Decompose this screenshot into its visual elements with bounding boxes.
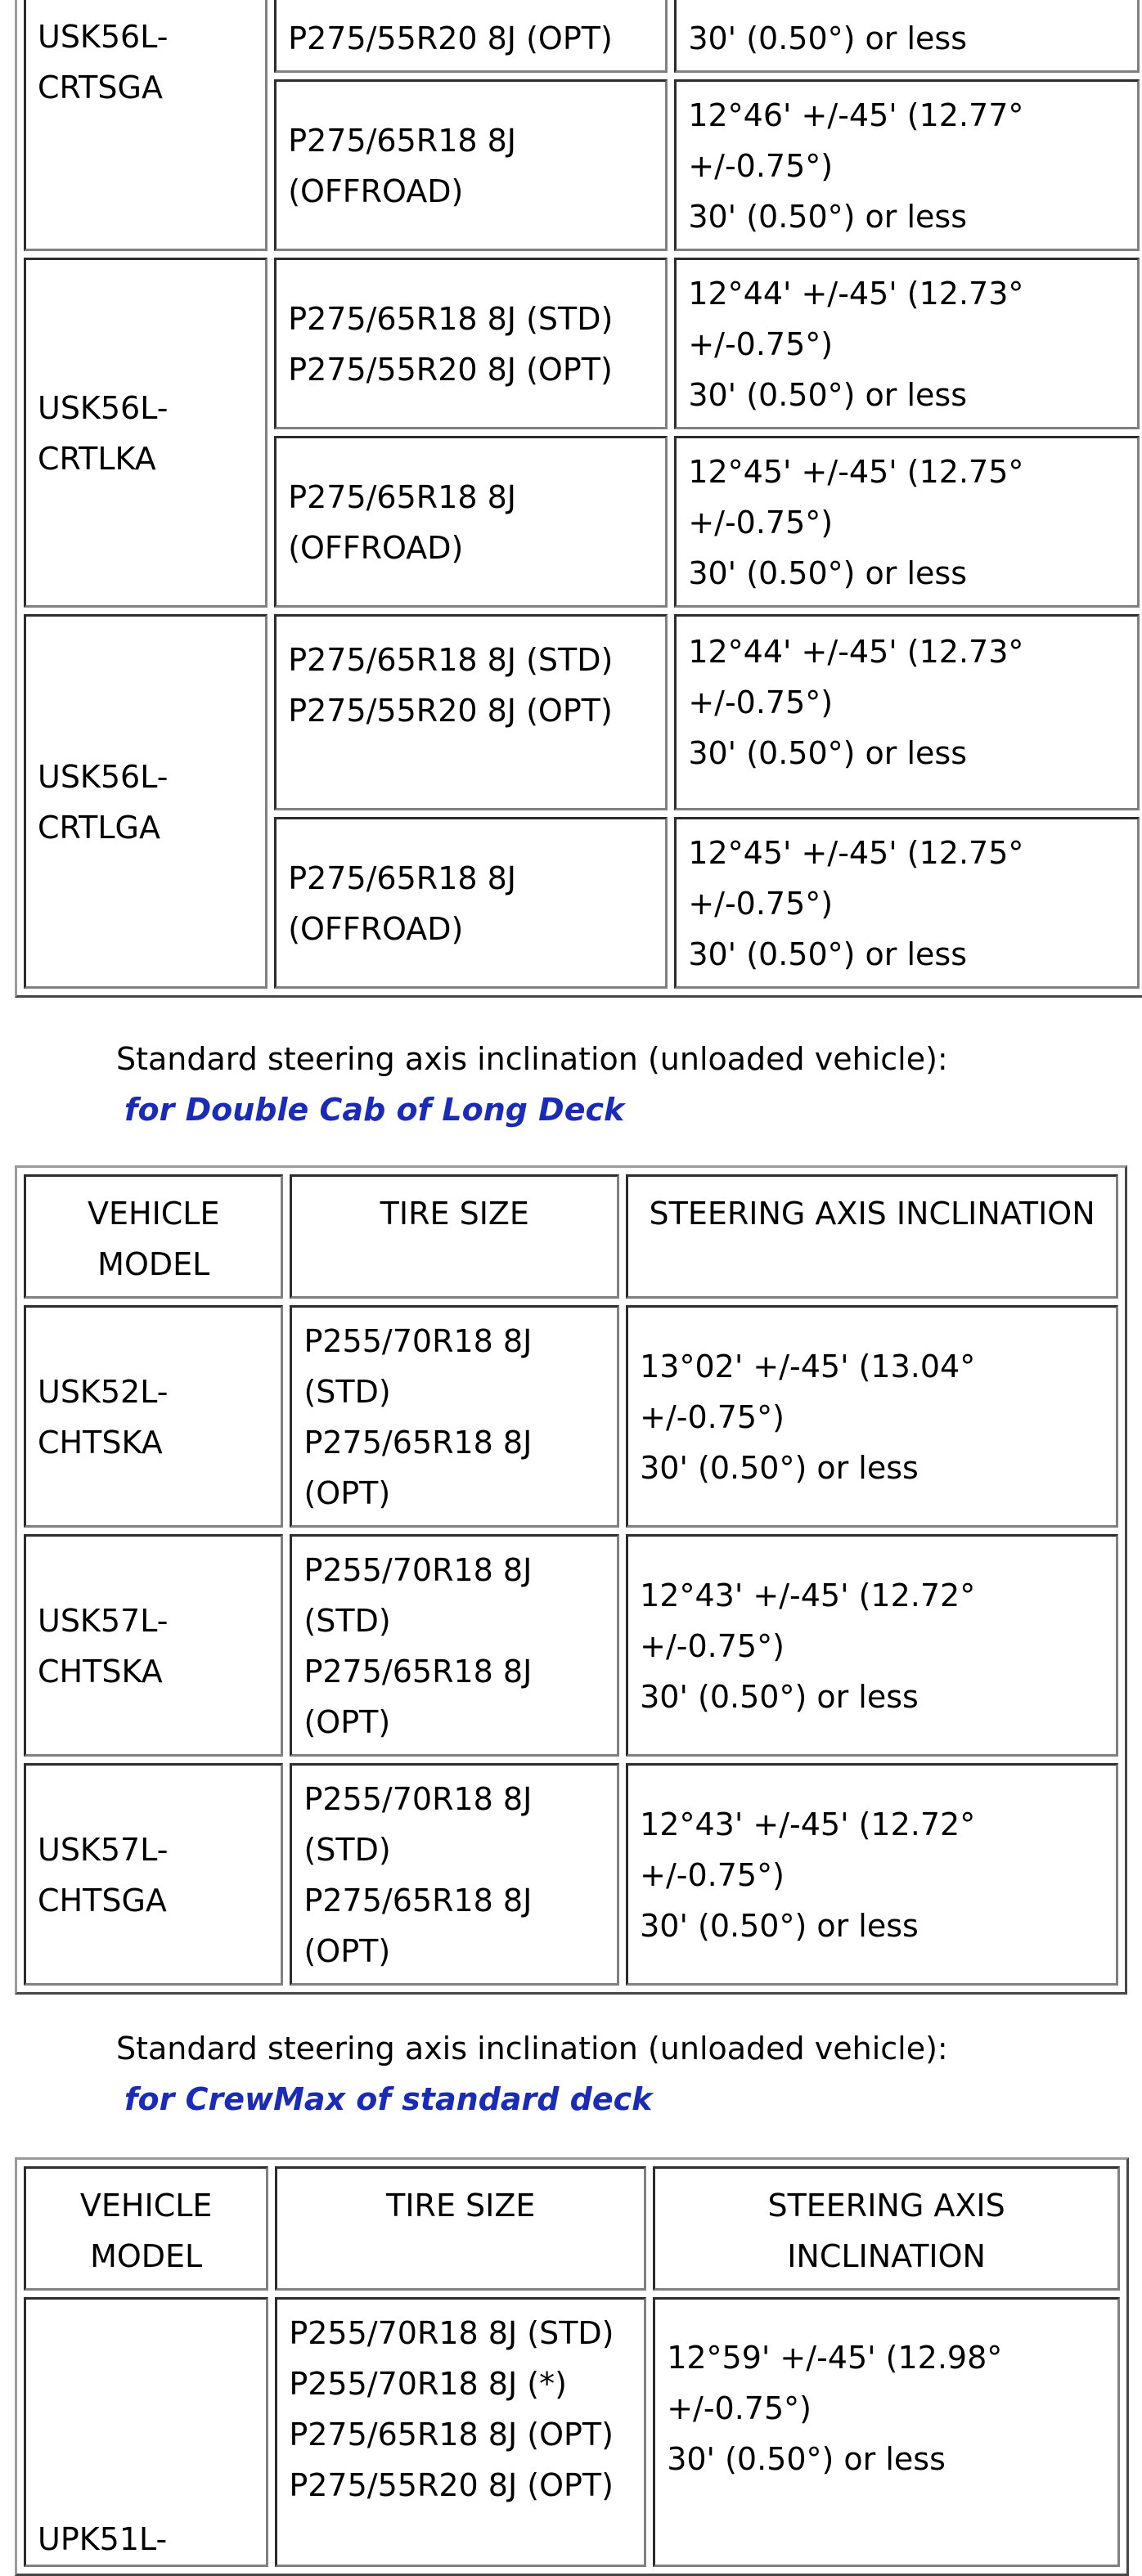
table-row	[24, 1763, 1118, 1986]
table-row	[24, 1534, 1118, 1757]
tire-size: P275/65R18 8J (STD)	[288, 301, 614, 337]
vehicle-model: USK56L-CRTLKA	[38, 390, 169, 477]
table-row	[24, 1305, 1118, 1528]
vehicle-model-cell	[24, 614, 268, 989]
inclination-cell	[626, 1763, 1118, 1986]
inclination-cell	[626, 1305, 1118, 1528]
tire-size: P275/65R18 8J (OFFROAD)	[288, 479, 517, 566]
inclination-tolerance: 30' (0.50°) or less	[640, 1450, 919, 1486]
tire-size: P275/65R18 8J (OPT)	[289, 2417, 614, 2453]
table-row	[24, 2297, 1120, 2567]
inclination-tolerance: 30' (0.50°) or less	[667, 2441, 946, 2477]
vehicle-model: USK52L-CHTSKA	[38, 1374, 169, 1461]
table-row	[24, 614, 1140, 810]
tire-size: P275/65R18 8J (OPT)	[303, 1883, 533, 1969]
inclination-value: 12°59' +/-45' (12.98° +/-0.75°)	[667, 2340, 1003, 2426]
section-subtitle: for Double Cab of Long Deck	[124, 1092, 625, 1128]
tire-size: P275/65R18 8J (OFFROAD)	[288, 860, 517, 947]
tire-size: P275/55R20 8J (OPT)	[289, 2467, 614, 2503]
vehicle-model: UPK51L-	[38, 2521, 168, 2557]
tire-size-cell	[274, 436, 668, 608]
inclination-value: 13°02' +/-45' (13.04° +/-0.75°)	[640, 1349, 976, 1435]
vehicle-model: USK56L-CRTSGA	[38, 19, 169, 105]
vehicle-model: USK57L-CHTSKA	[38, 1603, 169, 1690]
inclination-tolerance: 30' (0.50°) or less	[640, 1908, 919, 1944]
inclination-cell	[653, 2297, 1120, 2567]
tire-size-cell	[274, 614, 668, 810]
inclination-value: 12°43' +/-45' (12.72° +/-0.75°)	[640, 1806, 976, 1893]
section-note: Standard steering axis inclination (unloaded vehicle):	[116, 1041, 948, 1077]
table-row	[24, 0, 1140, 73]
table-row	[24, 258, 1140, 429]
steering-axis-table-double-cab-long-deck	[15, 1165, 1127, 1995]
tire-size: P275/65R18 8J (STD)	[288, 642, 614, 678]
inclination-tolerance: 30' (0.50°) or less	[688, 199, 968, 235]
tire-size-cell	[290, 1534, 619, 1757]
vehicle-model: USK56L-CRTLGA	[38, 759, 169, 846]
section-subtitle: for CrewMax of standard deck	[124, 2081, 653, 2117]
inclination-value: 12°45' +/-45' (12.75° +/-0.75°)	[688, 835, 1024, 922]
inclination-value: 12°44' +/-45' (12.73° +/-0.75°)	[688, 276, 1024, 362]
inclination-value: 12°44' +/-45' (12.73° +/-0.75°)	[688, 634, 1024, 720]
tire-size-cell	[275, 2297, 646, 2567]
steering-axis-table-crewmax-long-deck	[15, 0, 1142, 998]
section-note: Standard steering axis inclination (unloaded vehicle):	[116, 2031, 948, 2067]
tire-size: P255/70R18 8J (STD)	[303, 1781, 533, 1868]
column-header-tire-size: TIRE SIZE	[290, 1174, 619, 1299]
column-header-tire-size: TIRE SIZE	[275, 2166, 646, 2291]
inclination-value: 12°43' +/-45' (12.72° +/-0.75°)	[640, 1577, 976, 1664]
vehicle-model-cell	[24, 1534, 283, 1757]
vehicle-model-cell	[24, 1305, 283, 1528]
inclination-value: 12°46' +/-45' (12.77° +/-0.75°)	[688, 97, 1024, 184]
tire-size: P255/70R18 8J (STD)	[303, 1552, 533, 1639]
table-header-row	[24, 1174, 1118, 1299]
tire-size: P255/70R18 8J (STD)	[303, 1323, 533, 1410]
inclination-tolerance: 30' (0.50°) or less	[640, 1679, 919, 1715]
tire-size-cell	[274, 0, 668, 73]
inclination-cell	[674, 258, 1140, 429]
table-header-row	[24, 2166, 1120, 2291]
tire-size: P275/55R20 8J (OPT)	[288, 352, 613, 388]
tire-size: P255/70R18 8J (STD)	[289, 2315, 614, 2351]
column-header-vehicle-model: VEHICLE MODEL	[24, 1174, 283, 1299]
inclination-tolerance: 30' (0.50°) or less	[688, 936, 968, 972]
steering-axis-table-crewmax-standard-deck	[15, 2157, 1129, 2576]
tire-size-cell	[290, 1763, 619, 1986]
vehicle-model-cell	[24, 258, 268, 608]
inclination-tolerance: 30' (0.50°) or less	[688, 377, 968, 413]
tire-size: P275/55R20 8J (OPT)	[288, 693, 613, 729]
tire-size-cell	[290, 1305, 619, 1528]
tire-size-cell	[274, 817, 668, 989]
tire-size: P275/65R18 8J (OPT)	[303, 1425, 533, 1511]
inclination-tolerance: 30' (0.50°) or less	[688, 555, 968, 591]
column-header-steering-axis-inclination: STEERING AXIS INCLINATION	[653, 2166, 1120, 2291]
column-header-steering-axis-inclination: STEERING AXIS INCLINATION	[626, 1174, 1118, 1299]
tire-size: P275/65R18 8J (OPT)	[303, 1654, 533, 1740]
column-header-vehicle-model: VEHICLE MODEL	[24, 2166, 268, 2291]
vehicle-model-cell	[24, 0, 268, 251]
tire-size: P255/70R18 8J (*)	[289, 2366, 567, 2402]
tire-size-cell	[274, 79, 668, 251]
inclination-cell	[674, 436, 1140, 608]
tire-size-cell	[274, 258, 668, 429]
inclination-cell	[626, 1534, 1118, 1757]
vehicle-model-cell	[24, 2297, 268, 2567]
inclination-cell	[674, 817, 1140, 989]
inclination-cell	[674, 79, 1140, 251]
tire-size: P275/55R20 8J (OPT)	[288, 20, 613, 56]
inclination-cell	[674, 614, 1140, 810]
inclination-tolerance: 30' (0.50°) or less	[688, 20, 968, 56]
inclination-tolerance: 30' (0.50°) or less	[688, 735, 968, 771]
vehicle-model-cell	[24, 1763, 283, 1986]
inclination-cell	[674, 0, 1140, 73]
inclination-value: 12°45' +/-45' (12.75° +/-0.75°)	[688, 454, 1024, 541]
vehicle-model: USK57L-CHTSGA	[38, 1832, 169, 1919]
tire-size: P275/65R18 8J (OFFROAD)	[288, 123, 517, 209]
